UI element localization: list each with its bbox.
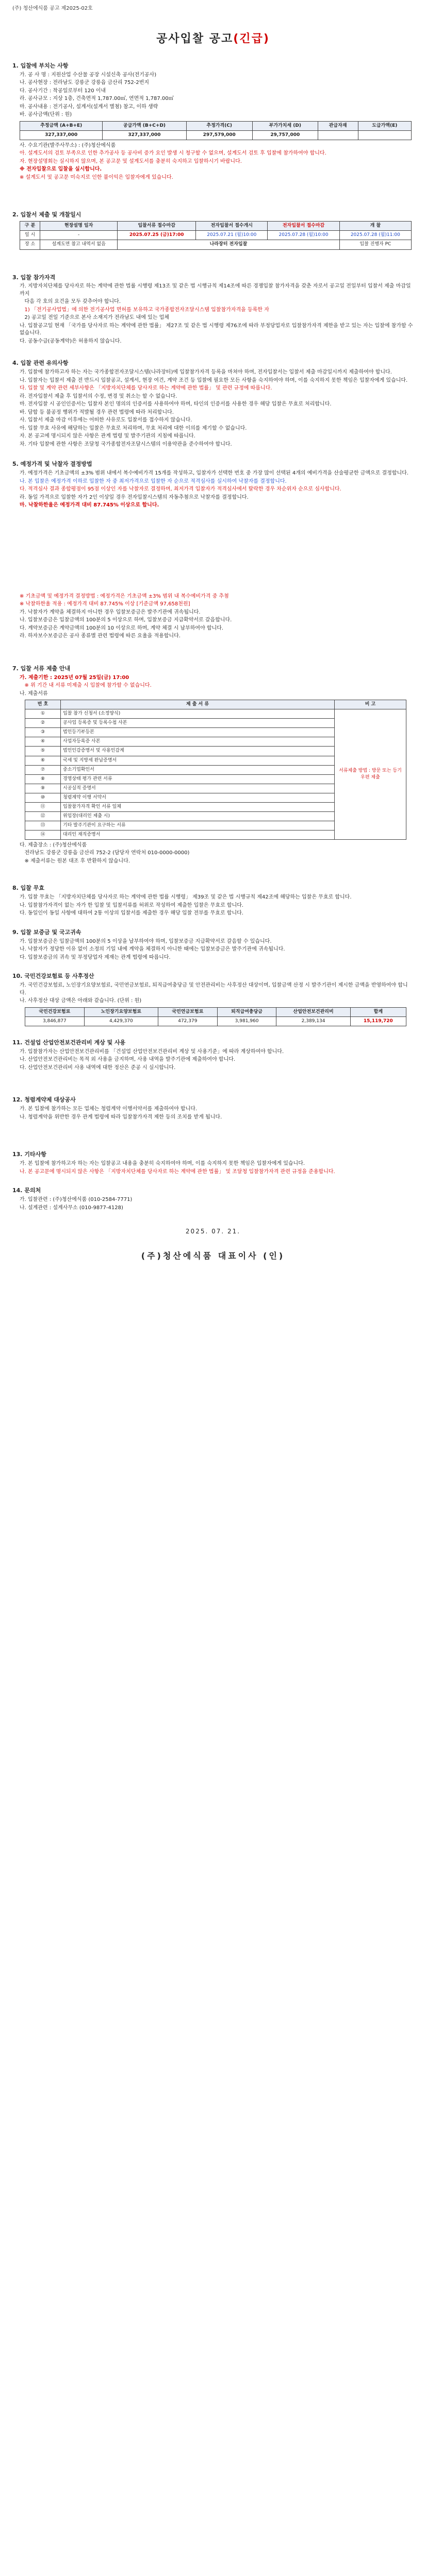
insurance-header: 퇴직급여충당금 (217, 1007, 276, 1016)
s1-note-important: ※ 설계도서 및 공고문 미숙지로 인한 불이익은 입찰자에게 있습니다. (20, 174, 173, 180)
amount-cell: 297,579,000 (186, 130, 252, 140)
doc-name: 입찰참가자격 확인 서류 일체 (61, 802, 335, 811)
s4-line: 마. 전자입찰 시 공인인증서는 입찰자 본인 명의의 인증서를 사용하여야 하며, 타인의 인증서를 사용한 경우 해당 입찰은 무효로 처리합니다. (20, 401, 332, 408)
amount-cell: 29,757,000 (252, 130, 318, 140)
s7-contact: ※ 제출서류는 원본 대조 후 반환하지 않습니다. (20, 858, 130, 864)
doc-name: 법인인감증명서 및 사용인감계 (61, 747, 335, 756)
section-2-heading: 2. 입찰서 제출 및 개찰일시 (12, 211, 81, 218)
s5-line: 가. 예정가격은 기초금액의 ±3% 범위 내에서 복수예비가격 15개를 작성하고, 입찰자가 선택한 번호 중 가장 많이 선택된 4개의 예비가격을 산술평균한 금액으로 결정합니다. (20, 470, 408, 477)
doc-name: 시공실적 증명서 (61, 784, 335, 793)
amount-cell (318, 130, 358, 140)
notice-date: 2025. 07. 21. (185, 1228, 241, 1235)
insurance-cell: 15,119,720 (350, 1016, 406, 1026)
doc-name: 위임장(대리인 제출 시) (61, 811, 335, 821)
s1-line: 가. 공 사 명 : 지원산업 수산물 공장 시설신축 공사(전기공사) (20, 72, 157, 78)
doc-name: 청렴계약 이행 서약서 (61, 793, 335, 802)
s1-line: 나. 공사현장 : 전라남도 강릉군 강릉읍 금산리 752-2번지 (20, 80, 150, 86)
s1-line: 바. 공사금액(단위 : 원) (20, 112, 72, 118)
schedule-cell: 나라장터 전자입찰 (118, 240, 339, 249)
doc-no: ⑬ (25, 821, 61, 830)
section-4-heading: 4. 입찰 관련 유의사항 (12, 360, 69, 367)
s1-note-important: ※ 전자입찰으로 입찰을 실시합니다. (20, 166, 102, 173)
insurance-header: 합계 (350, 1007, 406, 1016)
s3-line: 다. 공동수급(공동계약)은 허용하지 않습니다. (20, 338, 122, 344)
doc-name: 경영상태 평가 관련 서류 (61, 774, 335, 784)
doc-name: 중소기업확인서 (61, 765, 335, 774)
doc-note: 서류제출 방법 : 방문 또는 등기우편 제출 (335, 709, 406, 840)
schedule-cell: 일 시 (20, 231, 40, 240)
s1-note-important: 아. 설계도서의 검토 부족으로 인한 추가공사 등 공사비 증가 요인 발생 시 청구할 수 없으며, 설계도서 검토 후 입찰에 참가하여야 합니다. (20, 150, 326, 157)
section-12-heading: 12. 청렴계약제 대상공사 (12, 1096, 76, 1104)
s4-line: 다. 입찰 및 계약 관련 세부사항은 「지방자치단체를 당사자로 하는 계약에 관한 법률」 및 관련 규정에 따릅니다. (20, 385, 272, 392)
section-5-heading: 5. 예정가격 및 낙찰자 결정방법 (12, 461, 92, 468)
doc-name: 입찰 참가 신청서 (소정양식) (61, 709, 335, 719)
s7-line: 가. 제출기한 : 2025년 07월 25일(금) 17:00 (20, 674, 129, 681)
s3-line: 다음 각 호의 요건을 모두 갖추어야 합니다. (20, 299, 121, 305)
s9-line: 나. 낙찰자가 정당한 이유 없이 소정의 기일 내에 계약을 체결하지 아니한 때에는 입찰보증금은 발주기관에 귀속됩니다. (20, 946, 285, 953)
doc-no: ⑤ (25, 747, 61, 756)
schedule-cell: 장 소 (20, 240, 40, 249)
insurance-cell: 3,846,877 (25, 1016, 85, 1026)
section-10-heading: 10. 국민건강보험료 등 사후정산 (12, 973, 94, 980)
amount-header: 도급가액(E) (358, 121, 411, 130)
s14-line: 가. 입찰관련 : (주)청산에식품 (010-2584-7771) (20, 1197, 133, 1203)
s9-line: 다. 입찰보증금의 귀속 및 부정당업자 제재는 관계 법령에 따릅니다. (20, 954, 171, 960)
amount-cell: 327,337,000 (103, 130, 186, 140)
s4-line: 자. 본 공고에 명시되지 않은 사항은 관계 법령 및 발주기관의 지침에 따릅니다. (20, 433, 195, 439)
s7-contact: 다. 제출장소 : (주)청산에식품 (20, 842, 87, 848)
s1-line: 마. 공사내용 : 전기공사, 설계서(설계서 별첨) 참고, 이하 생략 (20, 104, 158, 110)
doc-no: ③ (25, 728, 61, 737)
insurance-header: 노인장기요양보험료 (84, 1007, 158, 1016)
amount-cell (358, 130, 411, 140)
amount-header: 추정금액 (A+B+E) (20, 121, 103, 130)
section-1-heading: 1. 입찰에 부치는 사항 (12, 62, 69, 69)
doc-name: 기타 발주기관이 요구하는 서류 (61, 821, 335, 830)
s4-line: 바. 담합 등 불공정 행위가 적발될 경우 관련 법령에 따라 처리합니다. (20, 409, 174, 415)
s7-contact: 전라남도 강릉군 강릉읍 금산리 752-2 (담당자 연락처 010-0000-0000) (20, 850, 190, 856)
s6-note: ※ 기초금액 및 예정가격 결정방법 : 예정가격은 기초금액 ±3% 범위 내 복수예비가격 중 추첨 (20, 593, 229, 599)
schedule-cell: 2025.07.28 (월)10:00 (268, 231, 339, 240)
s3-line: 2) 공고일 전일 기준으로 본사 소재지가 전라남도 내에 있는 업체 (20, 315, 169, 321)
amount-cell: 327,337,000 (20, 130, 103, 140)
title-urgent: (긴급) (233, 32, 270, 45)
doc-no: ② (25, 719, 61, 728)
page-title (12, 31, 414, 47)
section-11-heading: 11. 건설업 산업안전보건관리비 계상 및 사용 (12, 1039, 126, 1046)
doc-name: 국세 및 지방세 완납증명서 (61, 756, 335, 765)
s14-line: 나. 설계관련 : 설계사무소 (010-9877-4128) (20, 1205, 123, 1211)
schedule-header: 전자입찰서 접수마감 (268, 222, 339, 231)
s4-line: 나. 입찰자는 입찰서 제출 전 반드시 입찰공고, 설계서, 현장 여건, 계약 조건 등 입찰에 필요한 모든 사항을 숙지하여야 하며, 이를 숙지하지 못한 책임은 입찰자에게 있습니다. (20, 377, 408, 383)
notice-page (12, 5, 414, 1262)
notice-id: (주) 청산에식품 공고 제2025-02호 (12, 6, 93, 11)
amount-header: 부가가치세 (D) (252, 121, 318, 130)
schedule-header: 구 분 (20, 222, 40, 231)
s13-line: 나. 본 공고문에 명시되지 않은 사항은 「지방자치단체를 당사자로 하는 계약에 관한 법률」 및 조달청 입찰참가자격 관련 규정을 준용합니다. (20, 1168, 335, 1175)
schedule-cell: 2025.07.21 (월)10:00 (196, 231, 268, 240)
documents-header: 비 고 (335, 700, 406, 709)
section-9-heading: 9. 입찰 보증금 및 국고귀속 (12, 928, 81, 936)
doc-no: ⑥ (25, 756, 61, 765)
doc-no: ⑫ (25, 811, 61, 821)
doc-no: ⑨ (25, 784, 61, 793)
s9-line: 가. 입찰보증금은 입찰금액의 100분의 5 이상을 납부하여야 하며, 입찰보증금 지급확약서로 갈음할 수 있습니다. (20, 938, 272, 944)
s6-note: ※ 낙찰하한율 적용 : 예정가격 대비 87.745% 이상 [기준금액 97,658천원] (20, 601, 190, 607)
section-13-heading: 13. 기타사항 (12, 1151, 46, 1158)
s8-line: 가. 입찰 무효는 「지방자치단체를 당사자로 하는 계약에 관한 법률 시행령」 제39조 및 같은 법 시행규칙 제42조에 해당하는 입찰은 무효로 합니다. (20, 894, 352, 901)
s5-line: 마. 낙찰하한율은 예정가격 대비 87.745% 이상으로 합니다. (20, 502, 159, 509)
insurance-cell: 2,389,134 (276, 1016, 350, 1026)
schedule-header: 입찰서류 접수마감 (118, 222, 196, 231)
amount-header: 추정가격(C) (186, 121, 252, 130)
s13-line: 가. 본 입찰에 참가하고자 하는 자는 입찰공고 내용을 충분히 숙지하여야 하며, 이를 숙지하지 못한 책임은 입찰자에게 있습니다. (20, 1161, 305, 1167)
doc-no: ⑭ (25, 830, 61, 839)
doc-name: 사업자등록증 사본 (61, 737, 335, 747)
schedule-header: 현장설명 일자 (40, 222, 118, 231)
documents-header: 제 출 서 류 (61, 700, 335, 709)
doc-name: 대리인 재직증명서 (61, 830, 335, 839)
schedule-cell: - (40, 231, 118, 240)
documents-header: 번 호 (25, 700, 61, 709)
amount-header: 공급가액 (B+C+D) (103, 121, 186, 130)
insurance-cell: 4,429,370 (84, 1016, 158, 1026)
schedule-header: 개 찰 (339, 222, 411, 231)
insurance-header: 국민건강보험료 (25, 1007, 85, 1016)
insurance-table (25, 1007, 406, 1026)
s12-line: 나. 청렴계약을 위반한 경우 관계 법령에 따라 입찰참가자격 제한 등의 조치를 받게 됩니다. (20, 1114, 222, 1120)
schedule-header: 전자입찰서 접수개시 (196, 222, 268, 231)
section-3-heading: 3. 입찰 참가자격 (12, 274, 56, 281)
issuer-signature: (주)청산에식품 대표이사 (인) (141, 1250, 285, 1261)
s7-line: 나. 제출서류 (20, 690, 48, 697)
s10-line: 나. 사후정산 대상 금액은 아래와 같습니다. (단위 : 원) (20, 998, 142, 1004)
s1-note: 사. 수요기관(발주사무소) : (주)청산에식품 (20, 142, 116, 148)
doc-name: 법인등기부등본 (61, 728, 335, 737)
s3-line: 1) 「전기공사업법」에 의한 전기공사업 면허를 보유하고 국가종합전자조달시스템 입찰참가자격을 등록한 자 (20, 307, 269, 313)
doc-no: ⑧ (25, 774, 61, 784)
s4-line: 차. 기타 입찰에 관한 사항은 조달청 국가종합전자조달시스템의 이용약관을 준수하여야 합니다. (20, 441, 232, 447)
s8-line: 다. 동일인이 동일 사항에 대하여 2통 이상의 입찰서를 제출한 경우 해당 입찰 전부를 무효로 합니다. (20, 910, 243, 917)
insurance-cell: 3,981,960 (217, 1016, 276, 1026)
schedule-cell: 2025.07.28 (월)11:00 (339, 231, 411, 240)
s4-line: 아. 입찰 무효 사유에 해당하는 입찰은 무효로 처리하며, 무효 처리에 대한 이의를 제기할 수 없습니다. (20, 425, 247, 431)
schedule-table (20, 221, 412, 249)
s8-line: 나. 입찰참가자격이 없는 자가 한 입찰 및 입찰서류를 허위로 작성하여 제출한 입찰은 무효로 합니다. (20, 902, 244, 908)
doc-name: 공사업 등록증 및 등록수첩 사본 (61, 719, 335, 728)
s10-line: 가. 국민건강보험료, 노인장기요양보험료, 국민연금보험료, 퇴직급여충당금 및 안전관리비는 사후정산 대상이며, 입찰금액 산정 시 발주기관이 제시한 금액을 반영하여야 합니다. (20, 982, 408, 996)
amount-header: 관급자재 (318, 121, 358, 130)
s6-note: 나. 입찰보증금은 입찰금액의 100분의 5 이상으로 하며, 입찰보증금 지급확약서로 갈음합니다. (20, 617, 232, 623)
s11-line: 가. 입찰참가자는 산업안전보건관리비를 「건설업 산업안전보건관리비 계상 및 사용기준」에 따라 계상하여야 합니다. (20, 1048, 284, 1055)
s5-line: 나. 본 입찰은 예정가격 이하로 입찰한 자 중 최저가격으로 입찰한 자 순으로 적격심사를 실시하여 낙찰자를 결정합니다. (20, 478, 287, 484)
insurance-cell: 472,379 (158, 1016, 217, 1026)
amount-table (20, 121, 412, 140)
section-14-heading: 14. 문의처 (12, 1187, 41, 1194)
schedule-cell: 2025.07.25 (금)17:00 (118, 231, 196, 240)
section-8-heading: 8. 입찰 무효 (12, 885, 44, 892)
s11-line: 나. 산업안전보건관리비는 목적 외 사용을 금지하며, 사용 내역을 발주기관에 제출하여야 합니다. (20, 1057, 236, 1063)
documents-table (25, 700, 406, 840)
s6-note: 다. 계약보증금은 계약금액의 100분의 10 이상으로 하며, 계약 체결 시 납부하여야 합니다. (20, 625, 224, 631)
s1-line: 라. 공사규모 : 지상 1층, 건축면적 1,787.00㎡, 연면적 1,787.00㎡ (20, 96, 174, 102)
s12-line: 가. 본 입찰에 참가하는 모든 업체는 청렴계약 이행서약서를 제출하여야 합니다. (20, 1106, 198, 1112)
s3-line: 나. 입찰공고일 현재 「국가를 당사자로 하는 계약에 관한 법률」 제27조 및 같은 법 시행령 제76조에 따라 부정당업자로 입찰참가자격 제한을 받고 있는 자는 입찰에 참가할 수 없습니다. (20, 323, 415, 336)
insurance-header: 산업안전보건관리비 (276, 1007, 350, 1016)
s3-line: 가. 지방자치단체를 당사자로 하는 계약에 관한 법률 시행령 제13조 및 같은 법 시행규칙 제14조에 따른 경쟁입찰 참가자격을 갖춘 자로서 공고일 전일부터 입찰서 제출 마감일까지 (20, 283, 411, 297)
s11-line: 다. 산업안전보건관리비 사용 내역에 대한 정산은 준공 시 실시합니다. (20, 1064, 176, 1071)
schedule-cell: 설계도면 참고 내역서 없음 (40, 240, 118, 249)
s4-line: 라. 전자입찰서 제출 후 입찰서의 수정, 변경 및 취소는 할 수 없습니다. (20, 393, 177, 399)
insurance-header: 국민연금보험료 (158, 1007, 217, 1016)
s1-line: 다. 공사기간 : 착공일로부터 120 이내 (20, 88, 106, 94)
section-7-heading: 7. 입찰 서류 제출 안내 (12, 665, 71, 672)
doc-no: ④ (25, 737, 61, 747)
s5-line: 다. 적격심사 결과 종합평점이 95점 이상인 자를 낙찰자로 결정하며, 최저가격 입찰자가 적격심사에서 탈락한 경우 차순위자 순으로 심사합니다. (20, 486, 341, 493)
title-main: 공사입찰 공고 (156, 32, 234, 45)
s6-note: 가. 낙찰자가 계약을 체결하지 아니한 경우 입찰보증금은 발주기관에 귀속됩니다. (20, 609, 201, 615)
doc-no: ⑩ (25, 793, 61, 802)
s5-line: 라. 동일 가격으로 입찰한 자가 2인 이상일 경우 전자입찰시스템의 자동추첨으로 낙찰자를 결정합니다. (20, 494, 249, 500)
s1-note-important: 자. 현장설명회는 실시하지 않으며, 본 공고문 및 설계도서를 충분히 숙지하고 입찰하시기 바랍니다. (20, 158, 242, 164)
doc-no: ⑦ (25, 765, 61, 774)
doc-no: ⑪ (25, 802, 61, 811)
s4-line: 가. 입찰에 참가하고자 하는 자는 국가종합전자조달시스템(나라장터)에 입찰참가자격 등록을 마쳐야 하며, 전자입찰서는 입찰서 제출 마감일시까지 제출하여야 합니다. (20, 369, 392, 376)
s4-line: 사. 입찰서 제출 마감 이후에는 어떠한 사유로도 입찰서를 접수하지 않습니다. (20, 417, 192, 423)
s7-line: ※ 위 기간 내 서류 미제출 시 입찰에 참가할 수 없습니다. (20, 683, 152, 689)
schedule-cell: 입찰 진행자 PC (339, 240, 411, 249)
doc-no: ① (25, 709, 61, 719)
s6-note: 라. 하자보수보증금은 공사 종류별 관련 법령에 따른 요율을 적용합니다. (20, 633, 181, 639)
